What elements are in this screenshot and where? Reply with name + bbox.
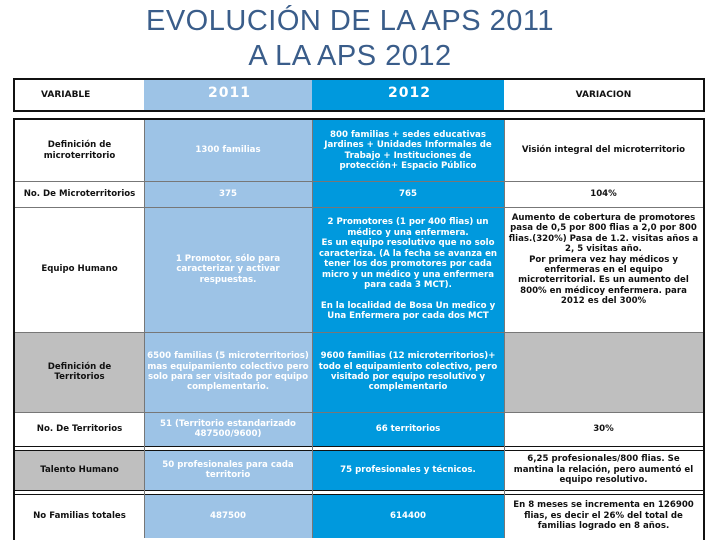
title-line-1: EVOLUCIÓN DE LA APS 2011 xyxy=(146,5,554,37)
header-variable: VARIABLE xyxy=(15,80,144,110)
row-variable-cell: No. De Microterritorios xyxy=(15,181,144,207)
row-variacion-cell: 30% xyxy=(504,412,703,446)
row-variable-cell: Equipo Humano xyxy=(15,207,144,332)
row-2011-cell: 1300 familias xyxy=(144,120,312,181)
column-divider xyxy=(144,120,145,538)
row-2011-cell: 50 profesionales para cada territorio xyxy=(144,450,312,490)
row-2011-cell: 51 (Territorio estandarizado 487500/9600) xyxy=(144,412,312,446)
column-divider xyxy=(504,120,505,538)
row-variacion-cell: En 8 meses se incrementa en 126900 flias, es decir el 26% del total de familias logrado en 8 años. xyxy=(504,494,703,538)
row-2011-cell: 487500 xyxy=(144,494,312,538)
row-variable-cell: Definición de Territorios xyxy=(15,332,144,412)
row-2012-cell: 66 territorios xyxy=(312,412,504,446)
row-2011-cell: 1 Promotor, sólo para caracterizar y activar respuestas. xyxy=(144,207,312,332)
row-divider xyxy=(15,446,703,447)
row-divider xyxy=(15,181,703,182)
column-divider xyxy=(312,120,313,538)
header-variacion: VARIACION xyxy=(504,80,703,110)
slide-title xyxy=(0,4,700,74)
row-2012-cell: 75 profesionales y técnicos. xyxy=(312,450,504,490)
row-2011-cell: 6500 familias (5 microterritorios) mas equipamiento colectivo pero solo para ser visitado por equipo complementario. xyxy=(144,332,312,412)
row-variacion-cell xyxy=(504,332,703,412)
row-variacion-cell: Visión integral del microterritorio xyxy=(504,120,703,181)
row-divider xyxy=(15,412,703,413)
row-2012-cell: 765 xyxy=(312,181,504,207)
row-variable-cell: Definición de microterritorio xyxy=(15,120,144,181)
row-divider xyxy=(15,207,703,208)
row-variable-cell: No. De Territorios xyxy=(15,412,144,446)
row-variacion-cell: Aumento de cobertura de promotores pasa de 0,5 por 800 flias a 2,0 por 800 flias.(320%) Pasa de 1.2. visitas años a 2, 5 visitas año. Por primera vez hay médicos y enfermeras en el equipo microterritorial. Es un aumento del 800% en médicoy enfermera. para 2012 es del 300% xyxy=(504,207,703,332)
row-2012-cell: 9600 familias (12 microterritorios)+ todo el equipamiento colectivo, pero visitado por equipo resolutivo y complementario xyxy=(312,332,504,412)
row-variacion-cell: 6,25 profesionales/800 flias. Se mantina la relación, pero aumentó el equipo resolutivo. xyxy=(504,450,703,490)
row-2011-cell: 375 xyxy=(144,181,312,207)
title-line-2: A LA APS 2012 xyxy=(248,40,452,72)
header-2011: 2011 xyxy=(144,80,312,110)
comparison-table xyxy=(13,118,705,540)
header-table xyxy=(13,78,705,112)
row-variable-cell: Talento Humano xyxy=(15,450,144,490)
row-variable-cell: No Familias totales xyxy=(15,494,144,538)
row-divider xyxy=(15,494,703,495)
row-divider xyxy=(15,490,703,491)
row-2012-cell: 800 familias + sedes educativas Jardines + Unidades Informales de Trabajo + Instituciones de protección+ Espacio Público xyxy=(312,120,504,181)
row-divider xyxy=(15,450,703,451)
row-variacion-cell: 104% xyxy=(504,181,703,207)
row-divider xyxy=(15,332,703,333)
row-2012-cell: 2 Promotores (1 por 400 flias) un médico y una enfermera. Es un equipo resolutivo que no solo caracteriza. (A la fecha se avanza en tener los dos promotores por cada micro y un médico y una enfermera para cada 3 MCT). En la localidad de Bosa Un medico y Una Enfermera por cada dos MCT xyxy=(312,207,504,332)
header-2012: 2012 xyxy=(312,80,504,110)
row-2012-cell: 614400 xyxy=(312,494,504,538)
